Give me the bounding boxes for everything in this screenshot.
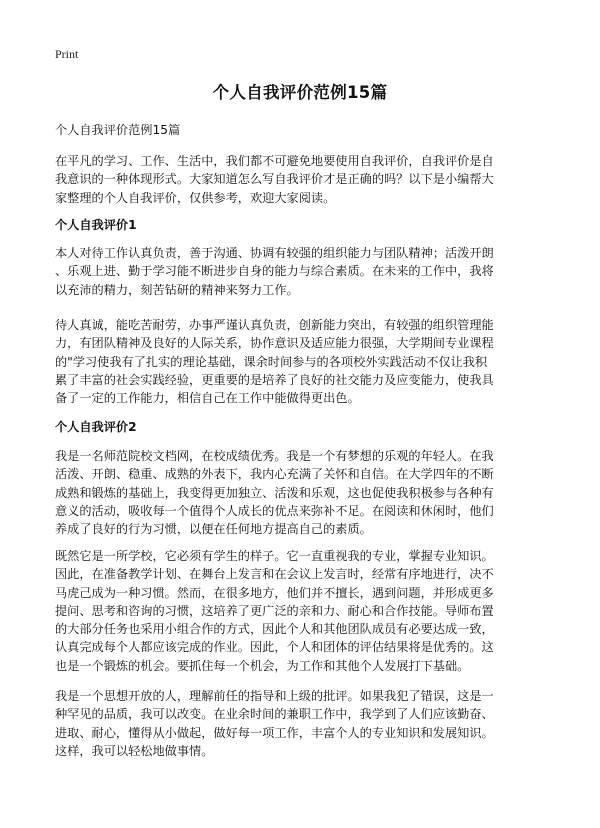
section-2-paragraph-3	[55, 687, 550, 760]
text-line: 成熟和锻炼的基础上，我变得更加独立、活泼和乐观，这也促使我积极参与各种有	[55, 485, 494, 500]
section-2-paragraph-1	[55, 447, 550, 538]
intro-paragraph	[55, 152, 550, 207]
section-heading-1: 个人自我评价1	[55, 218, 137, 232]
text-line: 待人真诚，能吃苦耐劳，办事严谨认真负责，创新能力突出，有较强的组织管理能	[55, 318, 494, 332]
text-line: 提问、思考和咨询的习惯，这培养了更广泛的亲和力、耐心和合作技能。导师布置	[55, 603, 494, 618]
section-1-paragraph-2	[55, 316, 550, 407]
text-line: 、乐观上进、勤于学习能不断进步自身的能力与综合素质。在未来的工作中，我将	[55, 264, 494, 279]
text-line: 我是一个思想开放的人，理解前任的指导和上级的批评。如果我犯了错误，这是一	[55, 689, 494, 703]
text-line: 家整理的个人自我评价，仅供参考，欢迎大家阅读。	[55, 190, 336, 205]
text-line: 我意识的一种体现形式。大家知道怎么写自我评价才是正确的吗？以下是小编帮大	[55, 172, 494, 187]
text-line: 的"学习使我有了扎实的理论基础，课余时间参与的各项校外实践活动不仅让我积	[55, 354, 488, 369]
section-heading-2: 个人自我评价2	[55, 420, 137, 434]
page-title: 个人自我评价范例15篇	[212, 83, 388, 102]
subtitle: 个人自我评价范例15篇	[55, 123, 181, 137]
print-label: Print	[55, 47, 79, 61]
text-line: 认真完成每个人都应该完成的作业。因此，个人和团体的评估结果将是优秀的。这	[55, 640, 494, 655]
text-line: 这样，我可以轻松地做事情。	[55, 743, 214, 758]
text-line: 种罕见的品质，我可以改变。在业余时间的兼职工作中，我学到了人们应该勤奋、	[55, 707, 494, 722]
text-line: 在平凡的学习、工作、生活中，我们都不可避免地要使用自我评价，自我评价是自	[55, 154, 494, 168]
text-line: 也是一个锻炼的机会。要抓住每一个机会，为工作和其他个人发展打下基础。	[55, 658, 470, 673]
text-line: 马虎己成为一种习惯。然而，在很多地方，他们并不擅长，遇到问题，并形成更多	[55, 585, 494, 600]
section-1-paragraph-1	[55, 244, 550, 299]
section-2-paragraph-2	[55, 547, 550, 675]
text-line: 我是一名师范院校文档网，在校成绩优秀。我是一个有梦想的乐观的年轻人。在我	[55, 449, 494, 463]
text-line: 进取、耐心，懂得从小做起，做好每一项工作，丰富个人的专业知识和发展知识。	[55, 725, 494, 740]
text-line: 养成了良好的行为习惯，以便在任何地方提高自己的素质。	[55, 522, 372, 537]
text-line: 因此，在准备教学计划、在舞台上发言和在会议上发言时，经常有序地进行，决不	[55, 567, 494, 582]
text-line: 本人对待工作认真负责，善于沟通、协调有较强的组织能力与团队精神；活泼开朗	[55, 246, 494, 260]
text-line: 既然它是一所学校，它必须有学生的样子。它一直重视我的专业，掌握专业知识。	[55, 549, 494, 563]
text-line: 力，有团队精神及良好的人际关系，协作意识及适应能力很强，大学期间专业课程	[55, 336, 494, 351]
text-line: 的大部分任务也采用小组合作的方式，因此个人和其他团队成员有必要达成一致，	[55, 622, 494, 637]
text-line: 以充沛的精力，刻苦钻研的精神来努力工作。	[55, 282, 299, 297]
text-line: 活泼、开朗、稳重、成熟的外表下，我内心充满了关怀和自信。在大学四年的不断	[55, 467, 494, 482]
text-line: 备了一定的工作能力，相信自己在工作中能做得更出色。	[55, 391, 360, 406]
text-line: 意义的活动，吸收每一个值得个人成长的优点来弥补不足。在阅读和休闲时，他们	[55, 503, 494, 518]
text-line: 累了丰富的社会实践经验，更重要的是培养了良好的社交能力及应变能力，使我具	[55, 372, 494, 387]
